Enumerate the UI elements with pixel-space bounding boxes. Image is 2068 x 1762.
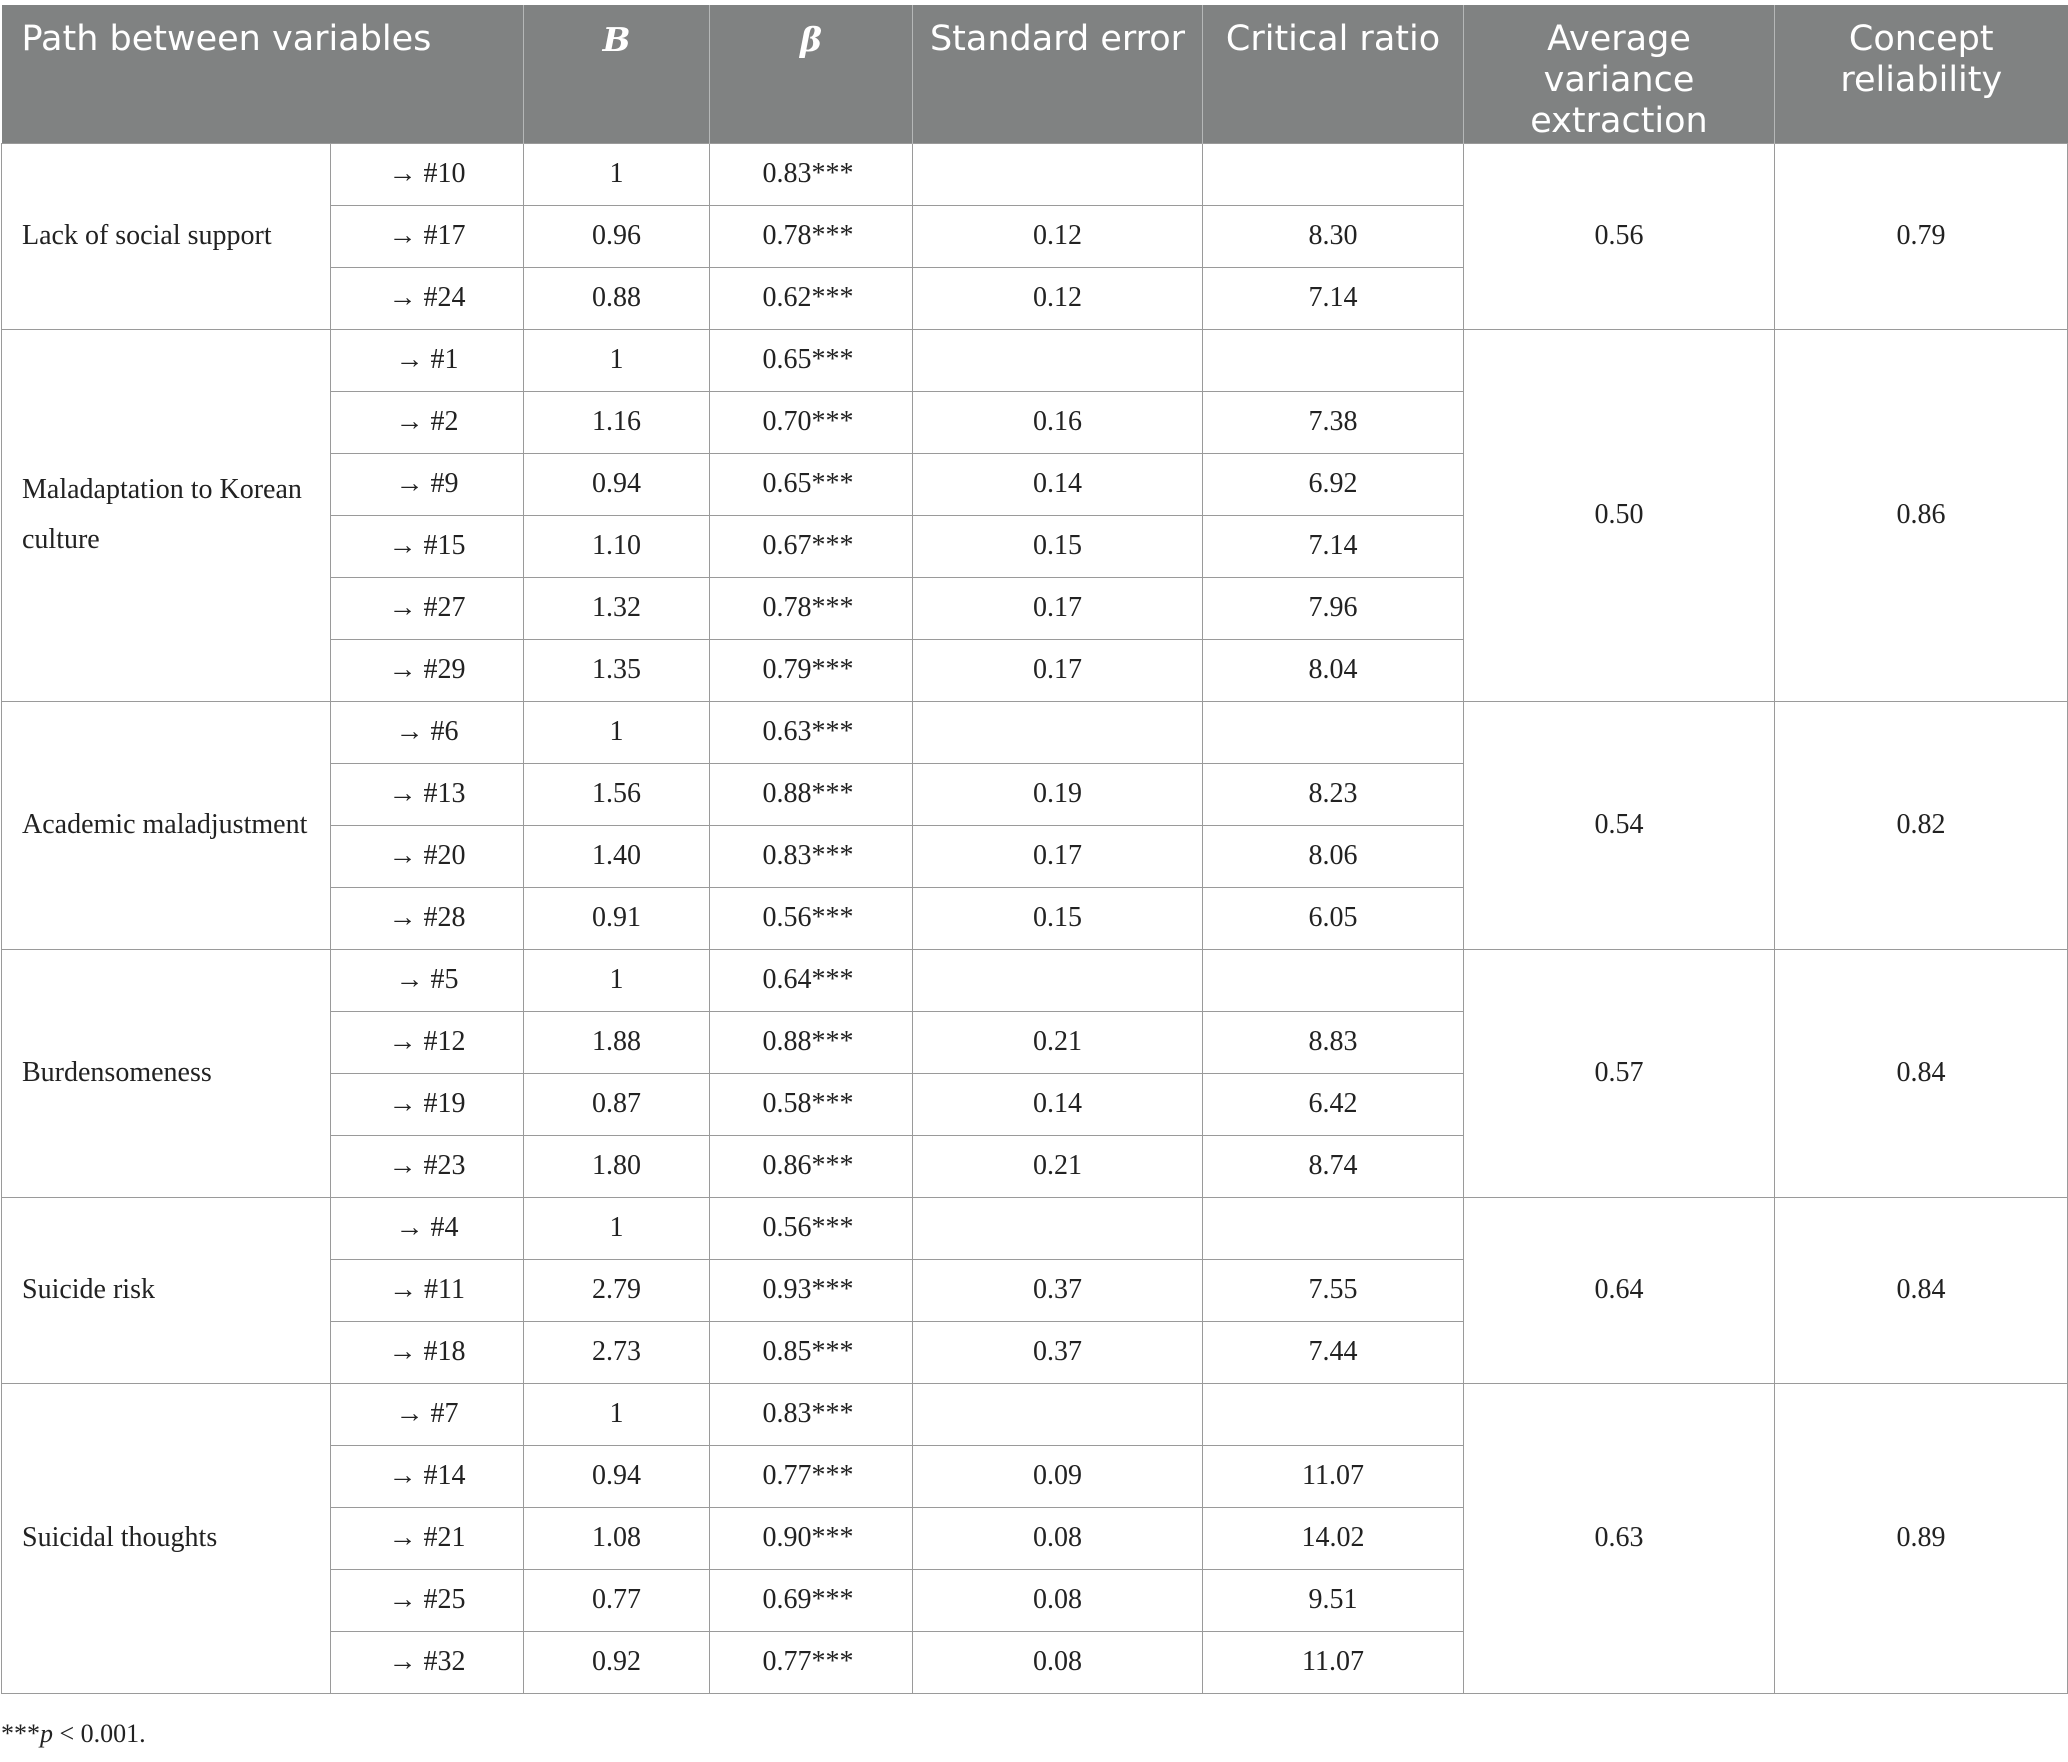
ave-cell: 0.57 (1464, 949, 1775, 1197)
b-cell: 0.94 (524, 453, 710, 515)
beta-cell: 0.56*** (710, 887, 913, 949)
b-cell: 0.77 (524, 1569, 710, 1631)
b-cell: 0.94 (524, 1445, 710, 1507)
beta-cell: 0.78*** (710, 205, 913, 267)
beta-cell: 0.63*** (710, 701, 913, 763)
beta-cell: 0.64*** (710, 949, 913, 1011)
standard-error-cell: 0.09 (913, 1445, 1203, 1507)
header-critical-ratio: Critical ratio (1203, 5, 1464, 143)
path-cell: → #17 (331, 205, 524, 267)
path-cell: → #5 (331, 949, 524, 1011)
beta-cell: 0.69*** (710, 1569, 913, 1631)
table-row (2, 143, 2068, 205)
path-cell: → #25 (331, 1569, 524, 1631)
critical-ratio-cell: 14.02 (1203, 1507, 1464, 1569)
b-cell: 1 (524, 1383, 710, 1445)
b-cell: 1.40 (524, 825, 710, 887)
b-cell: 1.08 (524, 1507, 710, 1569)
b-cell: 0.91 (524, 887, 710, 949)
beta-cell: 0.83*** (710, 143, 913, 205)
critical-ratio-cell (1203, 1197, 1464, 1259)
critical-ratio-cell: 8.04 (1203, 639, 1464, 701)
b-cell: 1 (524, 143, 710, 205)
b-cell: 1 (524, 701, 710, 763)
standard-error-cell: 0.19 (913, 763, 1203, 825)
critical-ratio-cell: 8.74 (1203, 1135, 1464, 1197)
table-footnote (1, 1719, 146, 1749)
header-concept-reliability: Concept reliability (1775, 5, 2068, 143)
path-cell: → #15 (331, 515, 524, 577)
beta-cell: 0.79*** (710, 639, 913, 701)
concept-reliability-cell: 0.89 (1775, 1383, 2068, 1693)
b-cell: 1.80 (524, 1135, 710, 1197)
factor-name-cell: Maladaptation to Korean culture (2, 329, 331, 701)
critical-ratio-cell: 7.96 (1203, 577, 1464, 639)
critical-ratio-cell: 6.42 (1203, 1073, 1464, 1135)
path-cell: → #11 (331, 1259, 524, 1321)
standard-error-cell: 0.15 (913, 515, 1203, 577)
critical-ratio-cell: 11.07 (1203, 1631, 1464, 1693)
standard-error-cell: 0.15 (913, 887, 1203, 949)
critical-ratio-cell: 7.14 (1203, 267, 1464, 329)
path-cell: → #10 (331, 143, 524, 205)
beta-cell: 0.78*** (710, 577, 913, 639)
critical-ratio-cell: 11.07 (1203, 1445, 1464, 1507)
b-cell: 1 (524, 329, 710, 391)
critical-ratio-cell (1203, 1383, 1464, 1445)
path-cell: → #4 (331, 1197, 524, 1259)
table-row (2, 329, 2068, 391)
beta-cell: 0.70*** (710, 391, 913, 453)
b-cell: 1.16 (524, 391, 710, 453)
b-cell: 0.96 (524, 205, 710, 267)
footnote-stars: *** (1, 1719, 40, 1748)
concept-reliability-cell: 0.79 (1775, 143, 2068, 329)
critical-ratio-cell (1203, 701, 1464, 763)
beta-cell: 0.90*** (710, 1507, 913, 1569)
beta-cell: 0.58*** (710, 1073, 913, 1135)
b-cell: 1 (524, 949, 710, 1011)
path-cell: → #20 (331, 825, 524, 887)
standard-error-cell: 0.16 (913, 391, 1203, 453)
b-cell: 1.56 (524, 763, 710, 825)
beta-cell: 0.77*** (710, 1631, 913, 1693)
path-cell: → #12 (331, 1011, 524, 1073)
standard-error-cell: 0.14 (913, 453, 1203, 515)
beta-cell: 0.83*** (710, 825, 913, 887)
factor-name-cell: Burdensomeness (2, 949, 331, 1197)
header-average-variance-extraction: Average variance extraction (1464, 5, 1775, 143)
b-cell: 0.87 (524, 1073, 710, 1135)
b-cell: 1.10 (524, 515, 710, 577)
standard-error-cell: 0.17 (913, 577, 1203, 639)
standard-error-cell (913, 143, 1203, 205)
b-cell: 2.79 (524, 1259, 710, 1321)
standard-error-cell (913, 949, 1203, 1011)
critical-ratio-cell: 8.23 (1203, 763, 1464, 825)
concept-reliability-cell: 0.82 (1775, 701, 2068, 949)
standard-error-cell (913, 329, 1203, 391)
header-row (2, 5, 2068, 143)
b-cell: 0.88 (524, 267, 710, 329)
path-cell: → #18 (331, 1321, 524, 1383)
path-cell: → #29 (331, 639, 524, 701)
critical-ratio-cell: 6.05 (1203, 887, 1464, 949)
standard-error-cell: 0.21 (913, 1011, 1203, 1073)
standard-error-cell: 0.08 (913, 1507, 1203, 1569)
factor-name-cell: Suicide risk (2, 1197, 331, 1383)
standard-error-cell: 0.14 (913, 1073, 1203, 1135)
b-cell: 1.32 (524, 577, 710, 639)
critical-ratio-cell: 7.44 (1203, 1321, 1464, 1383)
standard-error-cell: 0.17 (913, 639, 1203, 701)
path-cell: → #14 (331, 1445, 524, 1507)
beta-cell: 0.65*** (710, 329, 913, 391)
standard-error-cell (913, 1383, 1203, 1445)
critical-ratio-cell (1203, 949, 1464, 1011)
concept-reliability-cell: 0.84 (1775, 949, 2068, 1197)
beta-cell: 0.77*** (710, 1445, 913, 1507)
factor-name-cell: Lack of social support (2, 143, 331, 329)
table-row (2, 1383, 2068, 1445)
standard-error-cell: 0.12 (913, 267, 1203, 329)
beta-cell: 0.83*** (710, 1383, 913, 1445)
ave-cell: 0.63 (1464, 1383, 1775, 1693)
critical-ratio-cell: 7.55 (1203, 1259, 1464, 1321)
beta-cell: 0.56*** (710, 1197, 913, 1259)
critical-ratio-cell: 8.06 (1203, 825, 1464, 887)
beta-cell: 0.85*** (710, 1321, 913, 1383)
standard-error-cell: 0.12 (913, 205, 1203, 267)
b-cell: 2.73 (524, 1321, 710, 1383)
header-path: Path between variables (2, 5, 524, 143)
header-beta: β (710, 5, 913, 143)
critical-ratio-cell: 7.14 (1203, 515, 1464, 577)
standard-error-cell (913, 1197, 1203, 1259)
beta-cell: 0.65*** (710, 453, 913, 515)
ave-cell: 0.54 (1464, 701, 1775, 949)
b-cell: 1.35 (524, 639, 710, 701)
factor-name-cell: Suicidal thoughts (2, 1383, 331, 1693)
path-cell: → #23 (331, 1135, 524, 1197)
path-cell: → #32 (331, 1631, 524, 1693)
b-cell: 1.88 (524, 1011, 710, 1073)
critical-ratio-cell (1203, 143, 1464, 205)
cfa-results-table (1, 5, 2068, 1694)
footnote-p: p (40, 1719, 53, 1748)
critical-ratio-cell: 8.30 (1203, 205, 1464, 267)
ave-cell: 0.56 (1464, 143, 1775, 329)
standard-error-cell: 0.08 (913, 1569, 1203, 1631)
path-cell: → #28 (331, 887, 524, 949)
path-cell: → #7 (331, 1383, 524, 1445)
table-body (2, 143, 2068, 1693)
header-b: B (524, 5, 710, 143)
standard-error-cell: 0.08 (913, 1631, 1203, 1693)
beta-cell: 0.86*** (710, 1135, 913, 1197)
table-row (2, 1197, 2068, 1259)
concept-reliability-cell: 0.84 (1775, 1197, 2068, 1383)
b-cell: 0.92 (524, 1631, 710, 1693)
beta-cell: 0.67*** (710, 515, 913, 577)
path-cell: → #9 (331, 453, 524, 515)
standard-error-cell: 0.21 (913, 1135, 1203, 1197)
factor-name-cell: Academic maladjustment (2, 701, 331, 949)
critical-ratio-cell: 9.51 (1203, 1569, 1464, 1631)
header-standard-error: Standard error (913, 5, 1203, 143)
table-row (2, 949, 2068, 1011)
beta-cell: 0.93*** (710, 1259, 913, 1321)
beta-cell: 0.62*** (710, 267, 913, 329)
critical-ratio-cell: 7.38 (1203, 391, 1464, 453)
path-cell: → #1 (331, 329, 524, 391)
path-cell: → #19 (331, 1073, 524, 1135)
table-header (2, 5, 2068, 143)
path-cell: → #13 (331, 763, 524, 825)
path-cell: → #2 (331, 391, 524, 453)
critical-ratio-cell: 6.92 (1203, 453, 1464, 515)
path-cell: → #24 (331, 267, 524, 329)
path-cell: → #21 (331, 1507, 524, 1569)
ave-cell: 0.50 (1464, 329, 1775, 701)
ave-cell: 0.64 (1464, 1197, 1775, 1383)
standard-error-cell: 0.37 (913, 1259, 1203, 1321)
b-cell: 1 (524, 1197, 710, 1259)
path-cell: → #27 (331, 577, 524, 639)
standard-error-cell (913, 701, 1203, 763)
footnote-text: < 0.001. (53, 1719, 146, 1748)
standard-error-cell: 0.37 (913, 1321, 1203, 1383)
critical-ratio-cell: 8.83 (1203, 1011, 1464, 1073)
standard-error-cell: 0.17 (913, 825, 1203, 887)
beta-cell: 0.88*** (710, 763, 913, 825)
critical-ratio-cell (1203, 329, 1464, 391)
table-row (2, 701, 2068, 763)
concept-reliability-cell: 0.86 (1775, 329, 2068, 701)
beta-cell: 0.88*** (710, 1011, 913, 1073)
path-cell: → #6 (331, 701, 524, 763)
